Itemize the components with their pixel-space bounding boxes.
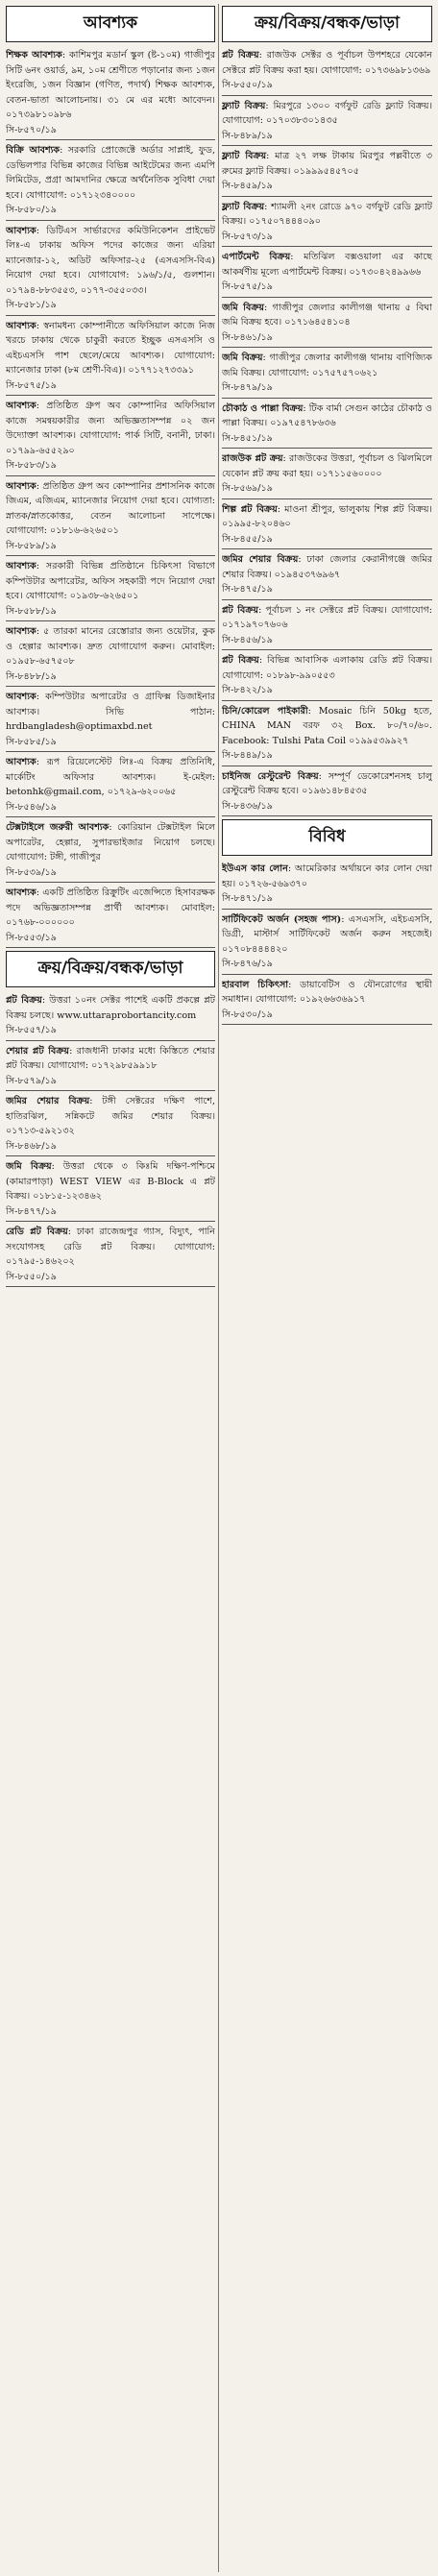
ad-code: সি-৮৪৭৯/১৯ — [222, 382, 273, 393]
ad-heading: আবশ্যক — [6, 692, 36, 702]
ad-divider — [222, 95, 432, 96]
right-column — [219, 4, 435, 2572]
ad-heading: হারবাল চিকিৎসা — [222, 979, 289, 990]
classified-ad — [222, 48, 432, 96]
ad-divider — [6, 1221, 215, 1222]
ad-heading: জমি বিক্রয় — [6, 1161, 52, 1172]
ad-code: সি-৮৫৭৯/১৯ — [6, 1075, 57, 1086]
classified-ad — [6, 755, 215, 817]
ad-heading: জমির শেয়ার বিক্রয় — [6, 1096, 90, 1106]
ad-divider — [6, 220, 215, 221]
classified-ad — [222, 149, 432, 197]
ad-body: : কাশিমপুর মডার্ন স্কুল (ষ্ট-১০ম) গাজীপুর সিটি ৬নং ওয়ার্ড, ৯ম, ১০ম শ্রেণীতে পড়ানোর জন্য ১জন ইংরেজি, ১জন বিজ্ঞান (গণিত, পদার্থ) শিক্ষক আবশ্যক, বেতন-ভাতা আলোচনায়। ৩১ মে এর মধ্যে আবেদন। ০১৭৩৯৮১০৯৮৬ — [6, 50, 215, 120]
ad-heading: বিক্রি আবশ্যক — [6, 145, 61, 156]
ad-body: : কোরিয়ান টেক্সটাইল মিলে অপারেটর, হেল্পার, সুপারভাইজার নিয়োগ চলছে। যোগাযোগ: টঙ্গী, গাজীপুর — [6, 822, 215, 863]
ad-text — [222, 862, 432, 891]
ad-text — [222, 769, 432, 799]
ad-body: : রাজধানী ঢাকার মধ্যে কিস্তিতে শেয়ার প্লট বিক্রয়। যোগাযোগ: ০১৭২৯৮৫৯৯১৮ — [6, 1045, 215, 1071]
ad-divider — [6, 395, 215, 396]
classified-ad — [6, 820, 215, 883]
ad-text — [222, 451, 432, 481]
ad-code: সি-৮৫৩৯/১৯ — [6, 866, 57, 878]
ad-text — [222, 200, 432, 230]
ad-divider — [222, 196, 432, 197]
buy-sell-ads-list — [6, 993, 215, 1287]
ad-heading: জমি বিক্রয় — [222, 302, 265, 313]
ad-text — [6, 886, 215, 931]
ad-body: : রাজউকের উত্তরা, পূর্বাচল ও ঝিলমিলে যেকোন প্লট ক্রয় করা হয়। ০১৭১১৫৬০০০০ — [222, 453, 432, 479]
ad-code: সি-৮৪৬১/১৯ — [222, 331, 273, 343]
ad-divider — [222, 548, 432, 549]
ad-divider — [222, 909, 432, 910]
ad-divider — [6, 882, 215, 883]
classified-ad — [6, 319, 215, 397]
ad-divider — [222, 448, 432, 449]
ad-body: : একটি প্রতিষ্ঠিত রিক্রুটিং এজেন্সিতে হিসাবরক্ষক পদে অভিজ্ঞতাসম্পন্ন প্রার্থী আবশ্যক। মোবাইল: ০১৭৬৮-০০০০০০ — [6, 887, 215, 928]
classified-ad — [6, 993, 215, 1041]
ad-text — [6, 1044, 215, 1074]
ad-heading: এপার্টমেন্ট বিক্রয় — [222, 252, 291, 262]
ad-code: সি-৮৫৫৩/১৯ — [6, 932, 57, 943]
ad-code: সি-৮৪৫৬/১৯ — [222, 634, 273, 645]
ad-body: : প্রতিষ্ঠিত গ্রুপ অব কোম্পানির অফিসিয়াল কাজে সমন্বয়কারীর জন্য অভিজ্ঞতাসম্পন্ন ০২ জন উদ্যোক্তা আবশ্যক। যোগাযোগ: পার্ক সিটি, বনানী, ঢাকা। ০১৭৯৯-৬৫৫২৯০ — [6, 401, 215, 456]
ad-text — [6, 690, 215, 735]
ad-divider — [222, 297, 432, 298]
ad-code: সি-৮৫৪৬/১৯ — [6, 801, 57, 813]
ad-heading: আবশ্যক — [6, 757, 36, 767]
ad-code: সি-৮৫৭৩/১৯ — [222, 231, 273, 242]
ad-heading: রেডি প্লট বিক্রয় — [6, 1227, 68, 1237]
ad-divider — [6, 1286, 215, 1287]
ad-text — [6, 755, 215, 800]
classified-ad — [222, 250, 432, 298]
classified-ad — [222, 653, 432, 701]
classified-ad — [6, 624, 215, 687]
ad-heading: আবশ্যক — [6, 626, 36, 637]
ad-divider — [6, 475, 215, 476]
ad-body: : ঢাকা জেলার কেরানীগঞ্জে জমির শেয়ার বিক্রয়। ০১৯৪৫৩৭৬৯৬৭ — [222, 554, 432, 580]
ad-text — [222, 351, 432, 380]
ad-text — [6, 143, 215, 203]
ad-code: সি-৮৫৫০/১৯ — [6, 1271, 57, 1282]
ad-heading: আবশ্যক — [6, 561, 36, 571]
ad-text — [6, 224, 215, 299]
ad-code: সি-৮৪২২/১৯ — [222, 685, 273, 695]
classified-ad — [222, 451, 432, 499]
ad-body: : উত্তরা থেকে ৩ কিঃমি দক্ষিণ-পশ্চিমে (কামারপাড়া) WEST VIEW এর B-Block এ প্লট বিক্রয়। ০১৮১৫-১২৩৪৬২ — [6, 1161, 215, 1202]
ad-divider — [6, 686, 215, 687]
ad-heading: চিনি/কোরেল পাইকারী — [222, 705, 308, 717]
ad-text — [222, 603, 432, 633]
ad-body: : ৫ তারকা মানের রেস্তোরার জন্য ওয়েটার, কুক ও হেল্পার আবশ্যক। দ্রুত যোগাযোগ করুন। মোবাইল: ০১৯৫৮-৬৫৭৫০৮ — [6, 626, 215, 667]
classified-ad — [222, 862, 432, 910]
ad-divider — [222, 498, 432, 499]
classified-ad — [6, 690, 215, 752]
classified-ad — [6, 886, 215, 948]
ad-heading: ফ্ল্যাট বিক্রয় — [222, 100, 266, 111]
ad-code: সি-৮৪৮৯/১৯ — [222, 130, 273, 141]
ad-heading: আবশ্যক — [6, 887, 36, 898]
ad-heading: সার্টিফিকেট অর্জন (সহজ পাস) — [222, 913, 342, 925]
ad-text — [6, 1225, 215, 1270]
ad-code: সি-৮৪৭৭/১৯ — [6, 1205, 57, 1217]
ad-text — [222, 301, 432, 330]
left-column — [3, 4, 219, 2572]
ad-divider — [6, 816, 215, 817]
ad-code: সি-৮৪৭৫/১৯ — [222, 584, 273, 595]
classified-ad — [6, 48, 215, 140]
ad-text — [6, 624, 215, 669]
wanted-ads-list — [6, 48, 215, 948]
ad-text — [6, 559, 215, 604]
ad-body: : টিক বার্মা সেগুন কাঠের চৌকাঠ ও পাল্লা বিক্রয়। ০১৯৭৫৪৭৮৬৩৬ — [222, 402, 432, 428]
ad-body: : টঙ্গী সেক্টরের দক্ষিণ পাশে, হাতিরঝিল, সন্নিকটে জমির শেয়ার বিক্রয়। ০১৭১৩-৫৯২১৩২ — [6, 1096, 215, 1136]
ad-code: সি-৮৪৭১/১৯ — [222, 893, 273, 904]
ad-body: : মিরপুরে ১৩০০ বর্গফুট রেডি ফ্ল্যাট বিক্রয়। যোগাযোগ: ০১৭০৩৮৩০১৪৩৫ — [222, 100, 432, 126]
ad-body: : বিভিন্ন আবাসিক এলাকায় রেডি প্লট বিক্রয়। যোগাযোগ: ০১৮৯৮-৯৯০৫৫৩ — [222, 655, 432, 681]
ad-body: : স্বনামধন্য কোম্পানীতে অফিসিয়াল কাজে নিজ খরচে ঢাকায় থেকে চাকুরী করতে ইচ্ছুক এসএসসি ও এইচএসসি পাশ ছেলে/মেয়ে আবশ্যক। যোগাযোগ: ম্যানেজার ঢাকা (৮ম শ্রেণী-বিএ)। ০১৭৭১২৭৩৩৯১ — [6, 320, 215, 376]
ad-heading: শিল্প প্লট বিক্রয় — [222, 503, 278, 515]
section-header-buy-sell: ক্রয়/বিক্রয়/বন্ধক/ভাড়া — [222, 6, 432, 42]
ad-body: : গাজীপুর জেলার কালীগঞ্জ থানায় ৫ বিঘা জমি বিক্রয় হবে। ০১৭১৬৪৫৪১০৪ — [222, 302, 432, 328]
ad-divider — [6, 315, 215, 316]
classified-ad — [222, 704, 432, 766]
ad-code: সি-৮৪৮৮/১৯ — [6, 670, 57, 682]
classified-ad — [6, 1094, 215, 1156]
ad-body: : রাজউক সেক্টর ও পূর্বাচল উপশহরে যেকোন সেক্টরে প্লট বিক্রয় করা হয়। যোগাযোগ: ০১৭৩৬৯৮১৩৬৯ — [222, 50, 432, 76]
ad-code: সি-৮৫৮৩/১৯ — [6, 460, 57, 471]
ad-code: সি-৮৪৪৯/১৯ — [222, 750, 273, 761]
ad-heading: আবশ্যক — [6, 320, 36, 331]
ad-body: : সরকারী বিভিন্ন প্রতিষ্ঠানে চিকিৎসা বিভাগে কম্পিউটার অপারেটর, অফিস সহকারী পদে নিয়োগ দেয়া হবে। যোগাযোগ: ০১৯৩৮-৬২৬৫০১ — [6, 561, 215, 601]
classified-ad — [222, 502, 432, 550]
ad-divider — [6, 620, 215, 621]
ad-heading: আবশ্যক — [6, 401, 36, 411]
ad-text — [6, 993, 215, 1023]
ad-text — [6, 399, 215, 458]
ad-heading: আবশ্যক — [6, 225, 36, 236]
ad-text — [222, 653, 432, 683]
ad-body: : সরকারি প্রোজেক্টে অর্ডার সাপ্লাই, ফুড, ডেভিলপার বিভিন্ন কাজের বিভিন্ন আইটেমের জন্য এমপি লিমিটেড, প্রগ্রা আমদানির ক্ষেত্রে অর্থনৈতিক সুবিধা দেয়া হবে। যোগাযোগ: ০১৭১২৩৪০০০০ — [6, 145, 215, 201]
classified-ad — [222, 351, 432, 399]
classified-ad — [222, 301, 432, 349]
section-header-miscellaneous: বিবিধ — [222, 819, 432, 856]
ad-divider — [222, 974, 432, 975]
ad-body: : গাজীপুর জেলার কালীগঞ্জ থানায় বাণিজ্যিক জমি বিক্রয়। যোগাযোগ: ০১৭৫৭৫৭০৬২১ — [222, 352, 432, 378]
ad-divider — [222, 347, 432, 348]
ad-body: : রূপ রিয়েলেস্টেট লিঃ-এ বিক্রয় প্রতিনিধি, মার্কেটিং অফিসার আবশ্যক। ই-মেইল: betonhk@gmail.com, ০১৭২৯-৬২০০৬৫ — [6, 757, 215, 797]
ad-code: সি-৮৪৫১/১৯ — [222, 432, 273, 444]
ad-heading: চাইনিজ রেস্টুরেন্ট বিক্রয় — [222, 770, 319, 782]
ad-code: সি-৮৫৫০/১৯ — [222, 80, 273, 90]
classified-ad — [222, 769, 432, 817]
ad-code: সি-৮৫৭০/১৯ — [6, 124, 57, 135]
ad-code: সি-৮৪৫৫/১৯ — [222, 533, 273, 545]
ad-text — [222, 99, 432, 129]
classified-ad — [6, 479, 215, 557]
buy-sell-ads-list — [222, 48, 432, 816]
ad-divider — [222, 700, 432, 701]
ad-heading: রাজউক প্লট ক্রয় — [222, 453, 283, 464]
ad-code: সি-৮৫৭৫/১৯ — [6, 379, 57, 391]
ad-code: সি-৮৪৫৯/১৯ — [222, 181, 273, 191]
ad-divider — [6, 1155, 215, 1156]
ad-divider — [6, 1090, 215, 1091]
ad-divider — [222, 649, 432, 650]
ad-body: : প্রতিষ্ঠিত গ্রুপ অব কোম্পানির প্রশাসনিক কাজে জিএম, এজিএম, ম্যানেজার নিয়োগ দেয়া হবে। যোগ্যতা: স্নাতক/স্নাতকোত্তর, বেতন আলোচনা সাপেক্ষে। যোগাযোগ: ০১৮১৬-৬২৬৫০১ — [6, 480, 215, 536]
ad-heading: ফ্ল্যাট বিক্রয় — [222, 201, 265, 212]
ad-text — [222, 149, 432, 179]
ad-text — [222, 502, 432, 532]
section-header-wanted: আবশ্যক — [6, 6, 215, 42]
ad-divider — [6, 947, 215, 948]
ad-divider — [222, 599, 432, 600]
classified-ad — [6, 224, 215, 316]
ad-body: : ডিটিএস সার্ভারদের কমিউনিকেশন প্রাইভেট লিঃ-এ ঢাকায় অফিস পদের কাজের জন্য এরিয়া ম্যানেজার-১২, অডিট অফিসার-২৫ (এসএসসি-বিএ) নিয়োগ দেয়া হবে। যোগাযোগ: ১৯৬/১/৫, গুলশান। ০১৭৯৪-৮৮৩৫৫৩, ০১৭৭-৩৫৫০৩৩। — [6, 225, 215, 296]
section-header-buy-sell: ক্রয়/বিক্রয়/বন্ধক/ভাড়া — [6, 951, 215, 987]
ad-code: সি-৮৪৭৬/১৯ — [222, 959, 273, 969]
ad-body: : কম্পিউটার অপারেটর ও গ্রাফিক্স ডিজাইনার আবশ্যক। সিভি পাঠান: hrdbangladesh@optimaxbd.net — [6, 692, 215, 732]
ad-heading: ইউএস কার লোন — [222, 863, 288, 874]
ad-text — [222, 552, 432, 582]
ad-body: : মাওনা শ্রীপুর, ভালুকায় শিল্প প্লট বিক্রয়। ০১৯৯৫-৮২০৪৬০ — [222, 503, 432, 529]
ad-heading: প্লট বিক্রয় — [6, 995, 42, 1006]
ad-body: : উত্তরা ১০নং সেক্টর পাশেই একটি প্রকল্পে প্লট বিক্রয় চলছে। www.uttaraprobortancity.com — [6, 995, 215, 1021]
ad-divider — [222, 1024, 432, 1025]
ad-text — [222, 250, 432, 279]
ad-code: সি-৮৫৩০/১৯ — [222, 1009, 273, 1020]
classified-ad — [222, 552, 432, 600]
ad-divider — [6, 139, 215, 140]
ad-text — [6, 319, 215, 378]
ad-divider — [222, 145, 432, 146]
ad-heading: প্লট বিক্রয় — [222, 50, 259, 61]
miscellaneous-ads-list — [222, 862, 432, 1025]
ad-text — [222, 401, 432, 431]
ad-code: সি-৮৪৬৮/১৯ — [6, 1140, 57, 1152]
ad-body: : শ্যামলী ২নং রোডে ৯৭০ বর্গফুট রেডি ফ্ল্যাট বিক্রয়। ০১৭৫০৭৪৪৪০৯০ — [222, 201, 432, 227]
ad-code: সি-৮৫৮০/১৯ — [6, 205, 57, 215]
ad-body: : ঢাকা রাজেন্দ্রপুর গ্যাস, বিদ্যুৎ, পানি সংযোগসহ রেডি প্লট বিক্রয়। যোগাযোগ: ০১৭৯৫-১৪৬২০২ — [6, 1227, 215, 1267]
ad-divider — [6, 751, 215, 752]
ad-divider — [222, 398, 432, 399]
ad-code: সি-৮৫৬৯/১৯ — [222, 483, 273, 494]
ad-divider — [6, 555, 215, 556]
ad-divider — [222, 246, 432, 247]
ad-text — [6, 1094, 215, 1139]
ad-heading: চৌকাঠ ও পাল্লা বিক্রয় — [222, 402, 304, 414]
ad-code: সি-৮৫৮৮/১৯ — [6, 605, 57, 617]
classified-ad — [222, 978, 432, 1026]
ad-body: : পূর্বাচল ১ নং সেক্টরে প্লট বিক্রয়। যোগাযোগ: ০১৭১৯৭০৭৬০৬ — [222, 604, 432, 630]
ad-heading: টেক্সটাইলে জরুরী আবশ্যক — [6, 822, 110, 833]
ad-text — [222, 48, 432, 78]
ad-heading: শেয়ার প্লট বিক্রয় — [6, 1045, 70, 1057]
ad-code: সি-৮৫৭৫/১৯ — [222, 281, 273, 292]
ad-body: : মাত্র ২৭ লক্ষ টাকায় মিরপুর পল্লবীতে ৩ রুমের ফ্ল্যাট বিক্রয়। ০১৯৯৯৫৪৫৭০৫ — [222, 151, 432, 177]
ad-body: : Mosaic চিনি 50kg হতে, CHINA MAN বরফ ৩২ Box. ৮০/৭০/৬০. Facebook: Tulshi Pata Coil ০১৯৯৫৩৯৯২৭ — [222, 705, 432, 746]
classified-ad — [222, 200, 432, 248]
ad-heading: ফ্ল্যাট বিক্রয় — [222, 151, 267, 161]
classified-ad — [6, 559, 215, 621]
ad-heading: আবশ্যক — [6, 480, 36, 492]
ad-text — [6, 1159, 215, 1204]
ad-heading: জমির শেয়ার বিক্রয় — [222, 554, 299, 565]
classified-ad — [6, 143, 215, 221]
ad-heading: প্লট বিক্রয় — [222, 655, 259, 666]
classified-ad — [222, 99, 432, 147]
ad-code: সি-৮৫৮৫/১৯ — [6, 736, 57, 747]
ad-text — [222, 704, 432, 749]
ad-divider — [6, 1040, 215, 1041]
classified-ad — [6, 1225, 215, 1287]
ad-code: সি-৮৫৫৭/১৯ — [6, 1025, 57, 1035]
ad-text — [6, 820, 215, 865]
ad-code: সি-৮৫৮৯/১৯ — [6, 540, 57, 551]
ad-text — [222, 978, 432, 1008]
ad-heading: শিক্ষক আবশ্যক — [6, 50, 62, 61]
classified-ad — [222, 401, 432, 450]
classified-ad — [222, 603, 432, 651]
ad-divider — [222, 815, 432, 816]
ad-body: : এসএসসি, এইচএসসি, ডিগ্রী, মাস্টার্স সার্টিফিকেট অর্জন করুন সহজেই। ০১৭০৮৪৪৪৪২০ — [222, 913, 432, 955]
ad-code: সি-৮৫৮১/১৯ — [6, 300, 57, 310]
classified-ad — [222, 912, 432, 975]
classified-ad — [6, 1044, 215, 1092]
ad-text — [6, 48, 215, 123]
ad-heading: জমি বিক্রয় — [222, 352, 263, 363]
ad-heading: প্লট বিক্রয় — [222, 604, 259, 616]
ad-body: : মতিঝিল বক্সওয়ালা এর কাছে আকর্ষণীয় মূল্যে এপার্টমেন্ট বিক্রয়। ০১৭৩০৪২৪৯৯৬৬ — [222, 252, 432, 278]
ad-code: সি-৮৪৩৬/১৯ — [222, 800, 273, 812]
classified-ad — [6, 1159, 215, 1222]
ad-body: : ডায়াবেটিস ও যৌনরোগের স্থায়ী সমাধান। যোগাযোগ: ০১৯২৬৬৩৬৯১৭ — [222, 979, 432, 1005]
ad-body: : সম্পূর্ণ ডেকোরেশনসহ চালু রেস্টুরেন্ট বিক্রয় হবে। ০১৯৬১৪৮৪৫৩৫ — [222, 770, 432, 796]
ad-body: : আমেরিকার অর্থায়নে কার লোন দেয়া হয়। ০১৭২৬-৫৬৯৩৭০ — [222, 863, 432, 889]
ad-text — [6, 479, 215, 539]
ad-text — [222, 912, 432, 958]
classified-ad — [6, 399, 215, 476]
